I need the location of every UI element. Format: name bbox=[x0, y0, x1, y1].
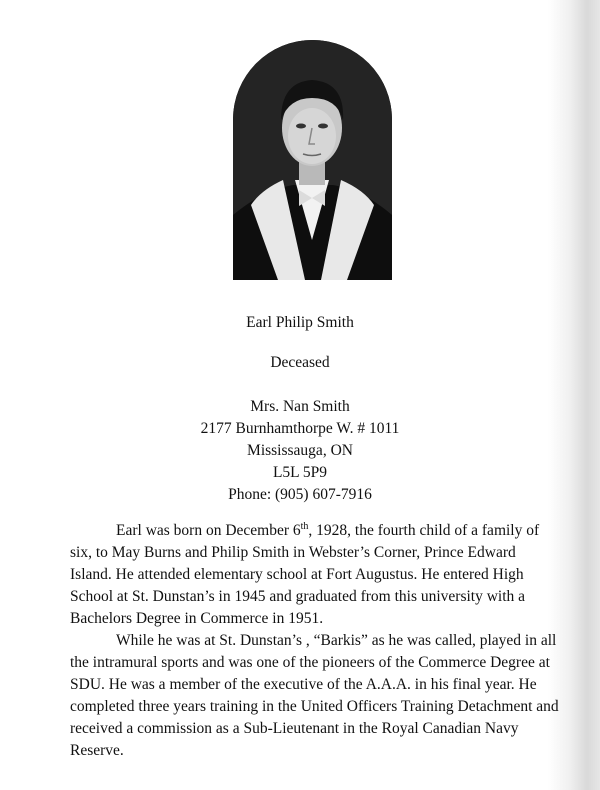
bio-p1-ordinal: th bbox=[300, 521, 309, 532]
bio-p1-start: Earl was born on December 6 bbox=[116, 522, 301, 540]
contact-street: 2177 Burnhamthorpe W. # 1011 bbox=[200, 420, 400, 437]
biography bbox=[70, 516, 560, 762]
bio-paragraph-2: While he was at St. Dunstan’s , “Barkis” as he was called, played in all the intramural sports and was one of the pioneers of the Commerce Degree at SDU. He was a member of the executive of the A.A.A. in his final year. He completed three years training in the United Officers Training Detachment and received a commission as a Sub-Lieutenant in the Royal Canadian Navy Reserve. bbox=[70, 632, 559, 760]
portrait-photo bbox=[233, 40, 392, 280]
contact-postal: L5L 5P9 bbox=[272, 464, 328, 481]
contact-block bbox=[0, 396, 600, 506]
contact-phone: Phone: (905) 607-7916 bbox=[228, 486, 372, 503]
bio-paragraph-1 bbox=[70, 516, 560, 630]
person-name: Earl Philip Smith bbox=[246, 314, 354, 331]
contact-name: Mrs. Nan Smith bbox=[250, 398, 350, 415]
contact-city: Mississauga, ON bbox=[247, 442, 353, 459]
bio-p1-end: , 1928, the fourth child of a family of six, to May Burns and Philip Smith in Webster’s Corner, Prince Edward Island. He attended elementary school at Fort Augustus. He entered High School at St. Dunstan’s in 1945 and graduated from this university with a Bachelors Degree in Commerce in 1951. bbox=[70, 522, 540, 628]
person-status: Deceased bbox=[270, 354, 330, 371]
